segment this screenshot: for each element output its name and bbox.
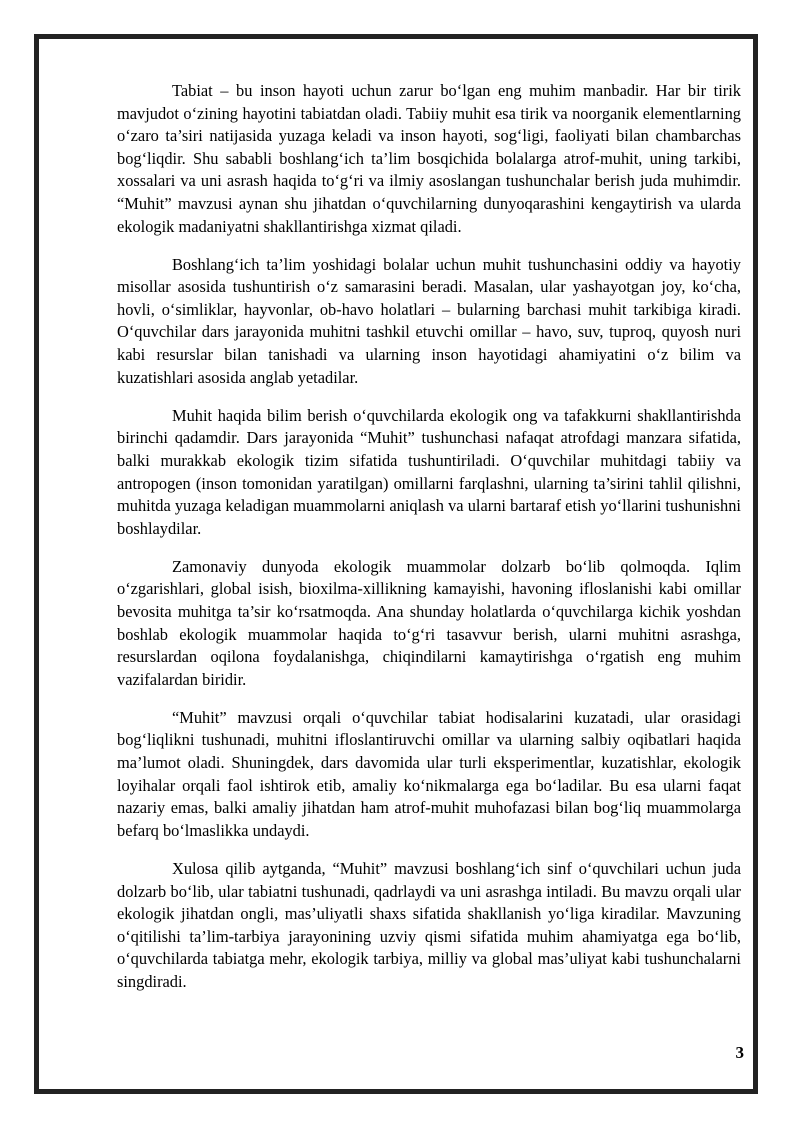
paragraph-3: Muhit haqida bilim berish o‘quvchilarda ekologik ong va tafakkurni shakllantirishda birinchi qadamdir. Dars jarayonida “Muhit” tushunchasi nafaqat atrofdagi manzara sifatida, balki murakkab ekologik tizim sifatida tushuntiriladi. O‘quvchilar muhitdagi tabiiy va antropogen (inson tomonidan yaratilgan) omillarni farqlashni, ularning ta’sirini tahlil qilishni, muhitda yuzaga keladigan muammolarni aniqlash va ularni bartaraf etish yo‘llarini tushunishni boshlaydilar. [117, 405, 741, 538]
paragraph-5: “Muhit” mavzusi orqali o‘quvchilar tabiat hodisalarini kuzatadi, ular orasidagi bog‘liqlikni tushunadi, muhitni ifloslantiruvchi omillar va ularning salbiy oqibatlari haqida ma’lumot oladi. Shuningdek, dars davomida ular turli eksperimentlar, kuzatishlar, ekologik loyihalar orqali faol ishtirok etib, amaliy ko‘nikmalarga ega bo‘ladilar. Bu esa ularni faqat nazariy emas, balki amaliy jihatdan ham atrof-muhit muhofazasi bilan bog‘liq muammolarga befarq bo‘lmaslikka undaydi. [117, 707, 741, 840]
paragraph-2: Boshlang‘ich ta’lim yoshidagi bolalar uchun muhit tushunchasini oddiy va hayotiy misollar asosida tushuntirish o‘z samarasini beradi. Masalan, ular yashayotgan joy, ko‘cha, hovli, o‘simliklar, hayvonlar, ob-havo holatlari – bularning barchasi muhit tarkibiga kiradi. O‘quvchilar dars jarayonida muhitni tashkil etuvchi omillar – havo, suv, tuproq, quyosh nuri kabi resurslar bilan tanishadi va ularning inson hayotidagi ahamiyatini o‘z bilim va kuzatishlari asosida anglab yetadilar. [117, 254, 741, 387]
paragraph-6: Xulosa qilib aytganda, “Muhit” mavzusi boshlang‘ich sinf o‘quvchilari uchun juda dolzarb bo‘lib, ular tabiatni tushunadi, qadrlaydi va uni asrashga intiladi. Bu mavzu orqali ular ekologik jihatdan ongli, mas’uliyatli shaxs sifatida shakllanish yo‘liga kiradilar. Mavzuning o‘qitilishi ta’lim-tarbiya jarayonining uzviy qismi sifatida muhim ahamiyatga ega bo‘lib, o‘quvchilarda tabiatga mehr, ekologik tarbiya, milliy va global mas’uliyat kabi tushunchalarni singdiradi. [117, 858, 741, 991]
paragraph-1: Tabiat – bu inson hayoti uchun zarur bo‘lgan eng muhim manbadir. Har bir tirik mavjudot o‘zining hayotini tabiatdan oladi. Tabiiy muhit esa tirik va noorganik elementlarning o‘zaro ta’siri natijasida yuzaga keladi va inson hayoti, sog‘ligi, faoliyati bilan chambarchas bog‘liqdir. Shu sababli boshlang‘ich ta’lim bosqichida bolalarga atrof-muhit, uning tarkibi, xossalari va uni asrash haqida to‘g‘ri va ilmiy asoslangan tushunchalar berish juda muhimdir. “Muhit” mavzusi aynan shu jihatdan o‘quvchilarning dunyoqarashini kengaytirish va ularda ekologik madaniyatni shakllantirishga xizmat qiladi. [117, 81, 741, 236]
document-body [117, 80, 741, 1009]
page-number: 3 [735, 1043, 744, 1062]
paragraph-4: Zamonaviy dunyoda ekologik muammolar dolzarb bo‘lib qolmoqda. Iqlim o‘zgarishlari, global isish, bioxilma-xillikning kamayishi, havoning ifloslanishi kabi omillar bevosita muhitga ta’sir ko‘rsatmoqda. Ana shunday holatlarda o‘quvchilarga kichik yoshdan boshlab ekologik muammolar haqida to‘g‘ri tasavvur berish, ularni muhitni asrashga, resurslardan oqilona foydalanishga, chiqindilarni kamaytirishga o‘rgatish eng muhim vazifalardan biridir. [117, 556, 741, 689]
